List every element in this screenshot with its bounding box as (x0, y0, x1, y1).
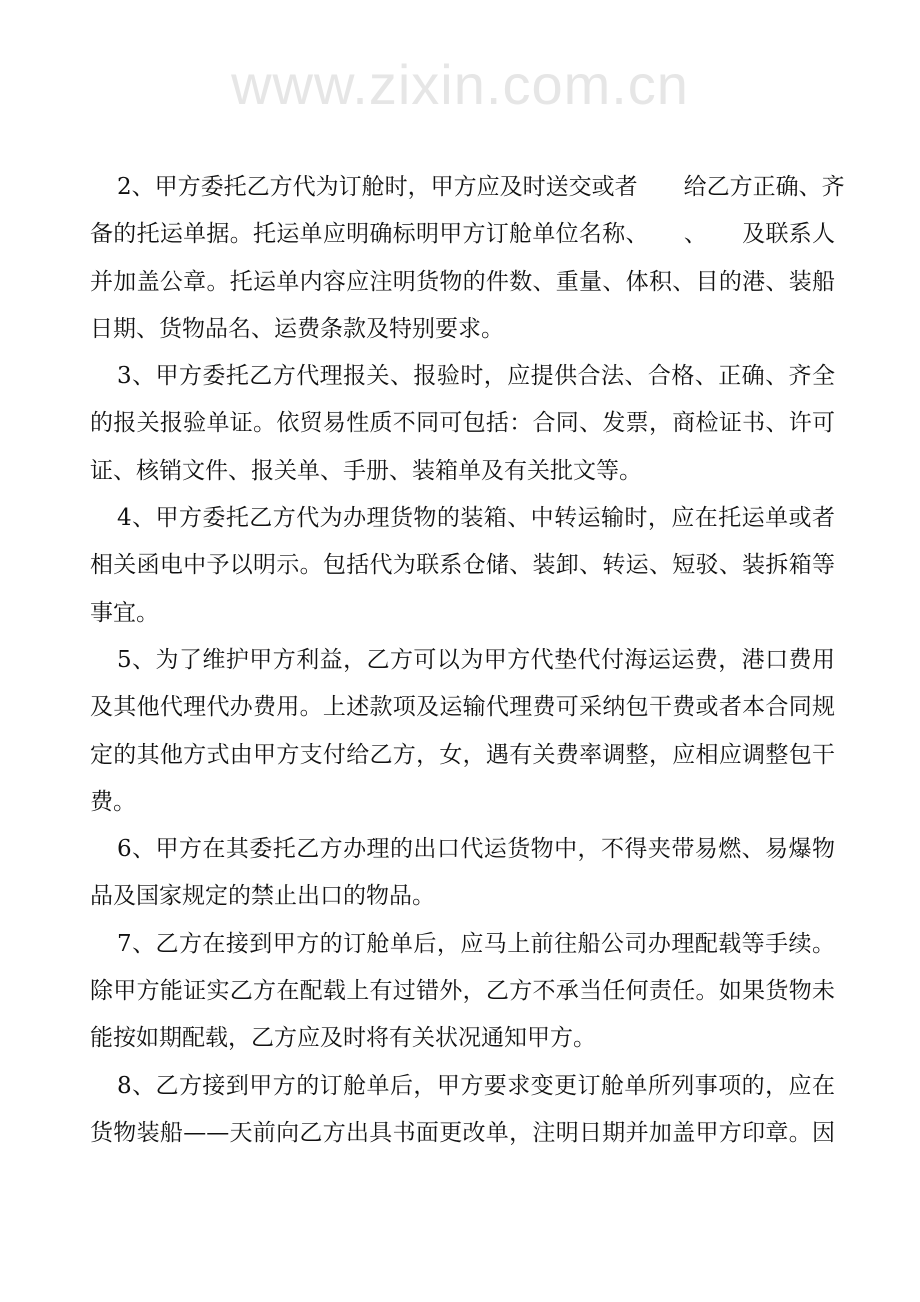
text-line: 并加盖公章。托运单内容应注明货物的件数、重量、体积、目的港、装船 (90, 268, 835, 295)
text-line: 证、核销文件、报关单、手册、装箱单及有关批文等。 (90, 457, 642, 484)
paragraph (90, 637, 835, 826)
text-line: 相关函电中予以明示。包括代为联系仓储、装卸、转运、短驳、装拆箱等 (90, 552, 835, 579)
text-line: 货物装船——天前向乙方出具书面更改单，注明日期并加盖甲方印章。因 (90, 1119, 835, 1146)
text-line: 能按如期配载，乙方应及时将有关状况通知甲方。 (90, 1025, 596, 1052)
text-line: 5、为了维护甲方利益，乙方可以为甲方代垫代付海运运费，港口费用 (117, 646, 835, 673)
paragraph (90, 1063, 835, 1158)
paragraph (90, 495, 835, 637)
text-line: 除甲方能证实乙方在配载上有过错外，乙方不承当任何责任。如果货物未 (90, 978, 835, 1005)
text-line: 事宜。 (90, 599, 159, 626)
text-line: 费。 (90, 788, 136, 815)
watermark: www.zixin.com.cn (231, 53, 689, 116)
text-line: 定的其他方式由甲方支付给乙方，女，遇有关费率调整，应相应调整包干 (90, 741, 835, 768)
text-line: 的报关报验单证。依贸易性质不同可包括：合同、发票，商检证书、许可 (90, 410, 835, 437)
paragraph (90, 826, 835, 921)
text-line: 7、乙方在接到甲方的订舱单后，应马上前往船公司办理配载等手续。 (117, 930, 835, 957)
text-line: 3、甲方委托乙方代理报关、报验时，应提供合法、合格、正确、齐全 (117, 363, 835, 390)
text-line: 品及国家规定的禁止出口的物品。 (90, 883, 435, 910)
document-body (90, 164, 845, 1157)
text-line: 日期、货物品名、运费条款及特别要求。 (90, 315, 504, 342)
text-line: 备的托运单据。托运单应明确标明甲方订舱单位名称、 、 及联系人 (90, 221, 835, 248)
text-line: 6、甲方在其委托乙方办理的出口代运货物中，不得夹带易燃、易爆物 (117, 836, 835, 863)
text-line: 及其他代理代办费用。上述款项及运输代理费可采纳包干费或者本合同规 (90, 694, 835, 721)
paragraph (90, 164, 845, 353)
text-line: 2、甲方委托乙方代为订舱时，甲方应及时送交或者 给乙方正确、齐 (117, 174, 845, 200)
paragraph (90, 921, 835, 1063)
text-line: 4、甲方委托乙方代为办理货物的装箱、中转运输时，应在托运单或者 (117, 505, 835, 532)
paragraph (90, 353, 835, 495)
text-line: 8、乙方接到甲方的订舱单后，甲方要求变更订舱单所列事项的，应在 (117, 1072, 835, 1099)
